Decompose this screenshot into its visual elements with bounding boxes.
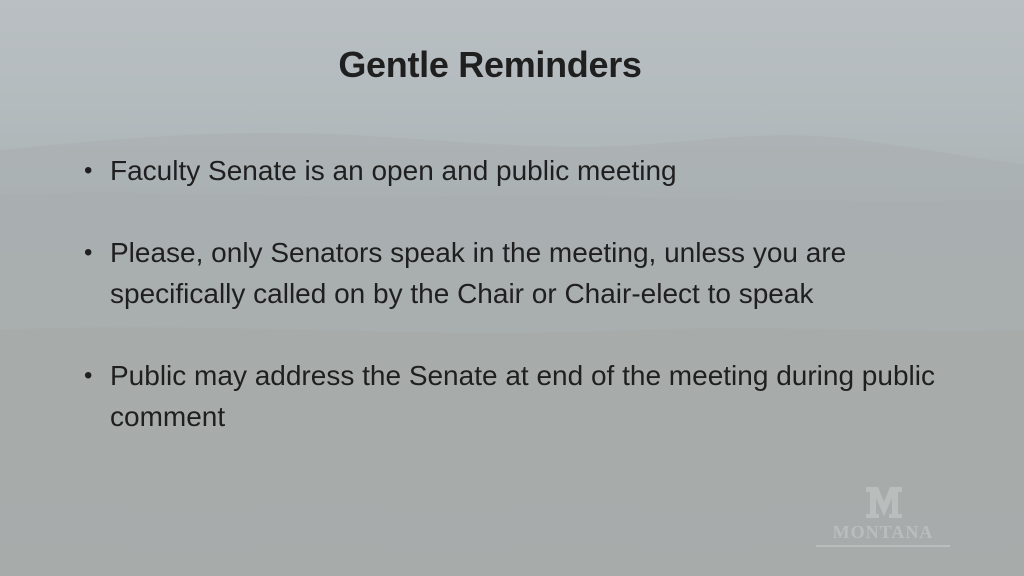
bullet-dot: • [84,239,93,266]
bullet-item [84,150,964,191]
montana-wordmark: MONTANA [832,522,934,542]
montana-watermark-logo [808,484,958,554]
bullet-item [84,232,964,314]
slide-title: Gentle Reminders [338,44,642,85]
montana-wordmark-subline [808,542,958,552]
bullet-dot: • [84,362,93,389]
bullet-list [84,150,964,478]
montana-m-logo-icon [864,484,904,520]
bullet-text: Public may address the Senate at end of the meeting during public comment [110,360,935,432]
bullet-text: Faculty Senate is an open and public meeting [110,155,677,186]
bullet-item [84,355,964,437]
bullet-dot: • [84,157,93,184]
bullet-text: Please, only Senators speak in the meeting, unless you are specifically called on by the Chair or Chair-elect to speak [110,237,847,309]
